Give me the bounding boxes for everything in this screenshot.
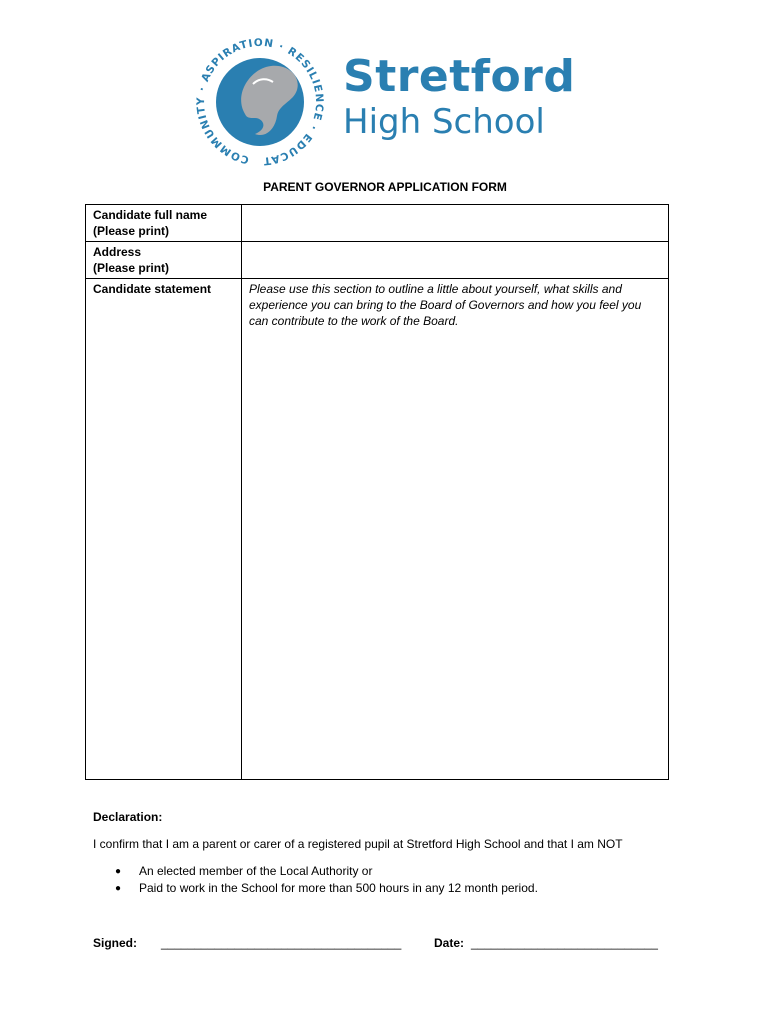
school-logo (193, 38, 576, 166)
form-title: PARENT GOVERNOR APPLICATION FORM (263, 180, 507, 194)
label-full-name (86, 205, 242, 242)
field-full-name[interactable] (242, 205, 669, 242)
label-full-name-line1: Candidate full name (93, 208, 208, 222)
logo-emblem (193, 38, 343, 166)
logo-wordmark (343, 52, 575, 142)
signed-line[interactable]: ____________________________________ (161, 936, 402, 950)
logo-ring-text: COMMUNITY · ASPIRATION · RESILIENCE · EDUCAT (194, 38, 326, 166)
declaration-text: I confirm that I am a parent or carer of a registered pupil at Stretford High School and that I am NOT (93, 837, 623, 851)
label-address (86, 242, 242, 279)
row-address (86, 242, 669, 279)
row-full-name (86, 205, 669, 242)
date-line[interactable]: ____________________________ (471, 936, 658, 950)
signed-label: Signed: (93, 936, 137, 950)
label-address-line1: Address (93, 245, 142, 259)
logo-name-line2: High School (343, 102, 545, 142)
label-statement-line1: Candidate statement (93, 282, 212, 296)
date-label: Date: (434, 936, 465, 950)
declaration-bullet: ● An elected member of the Local Authority or (115, 863, 538, 880)
declaration-list (115, 863, 538, 897)
field-address[interactable] (242, 242, 669, 279)
declaration-bullet: ● Paid to work in the School for more than 500 hours in any 12 month period. (115, 880, 538, 897)
label-address-line2: (Please print) (93, 261, 170, 275)
field-statement[interactable]: Please use this section to outline a little about yourself, what skills and experience you can bring to the Board of Governors and how you feel you can contribute to the work of the Board. (242, 279, 669, 780)
label-full-name-line2: (Please print) (93, 224, 170, 238)
label-statement (86, 279, 242, 780)
declaration-heading: Declaration: (93, 810, 163, 824)
application-table (85, 204, 669, 780)
row-statement (86, 279, 669, 780)
logo-name-line1: Stretford (343, 51, 576, 102)
